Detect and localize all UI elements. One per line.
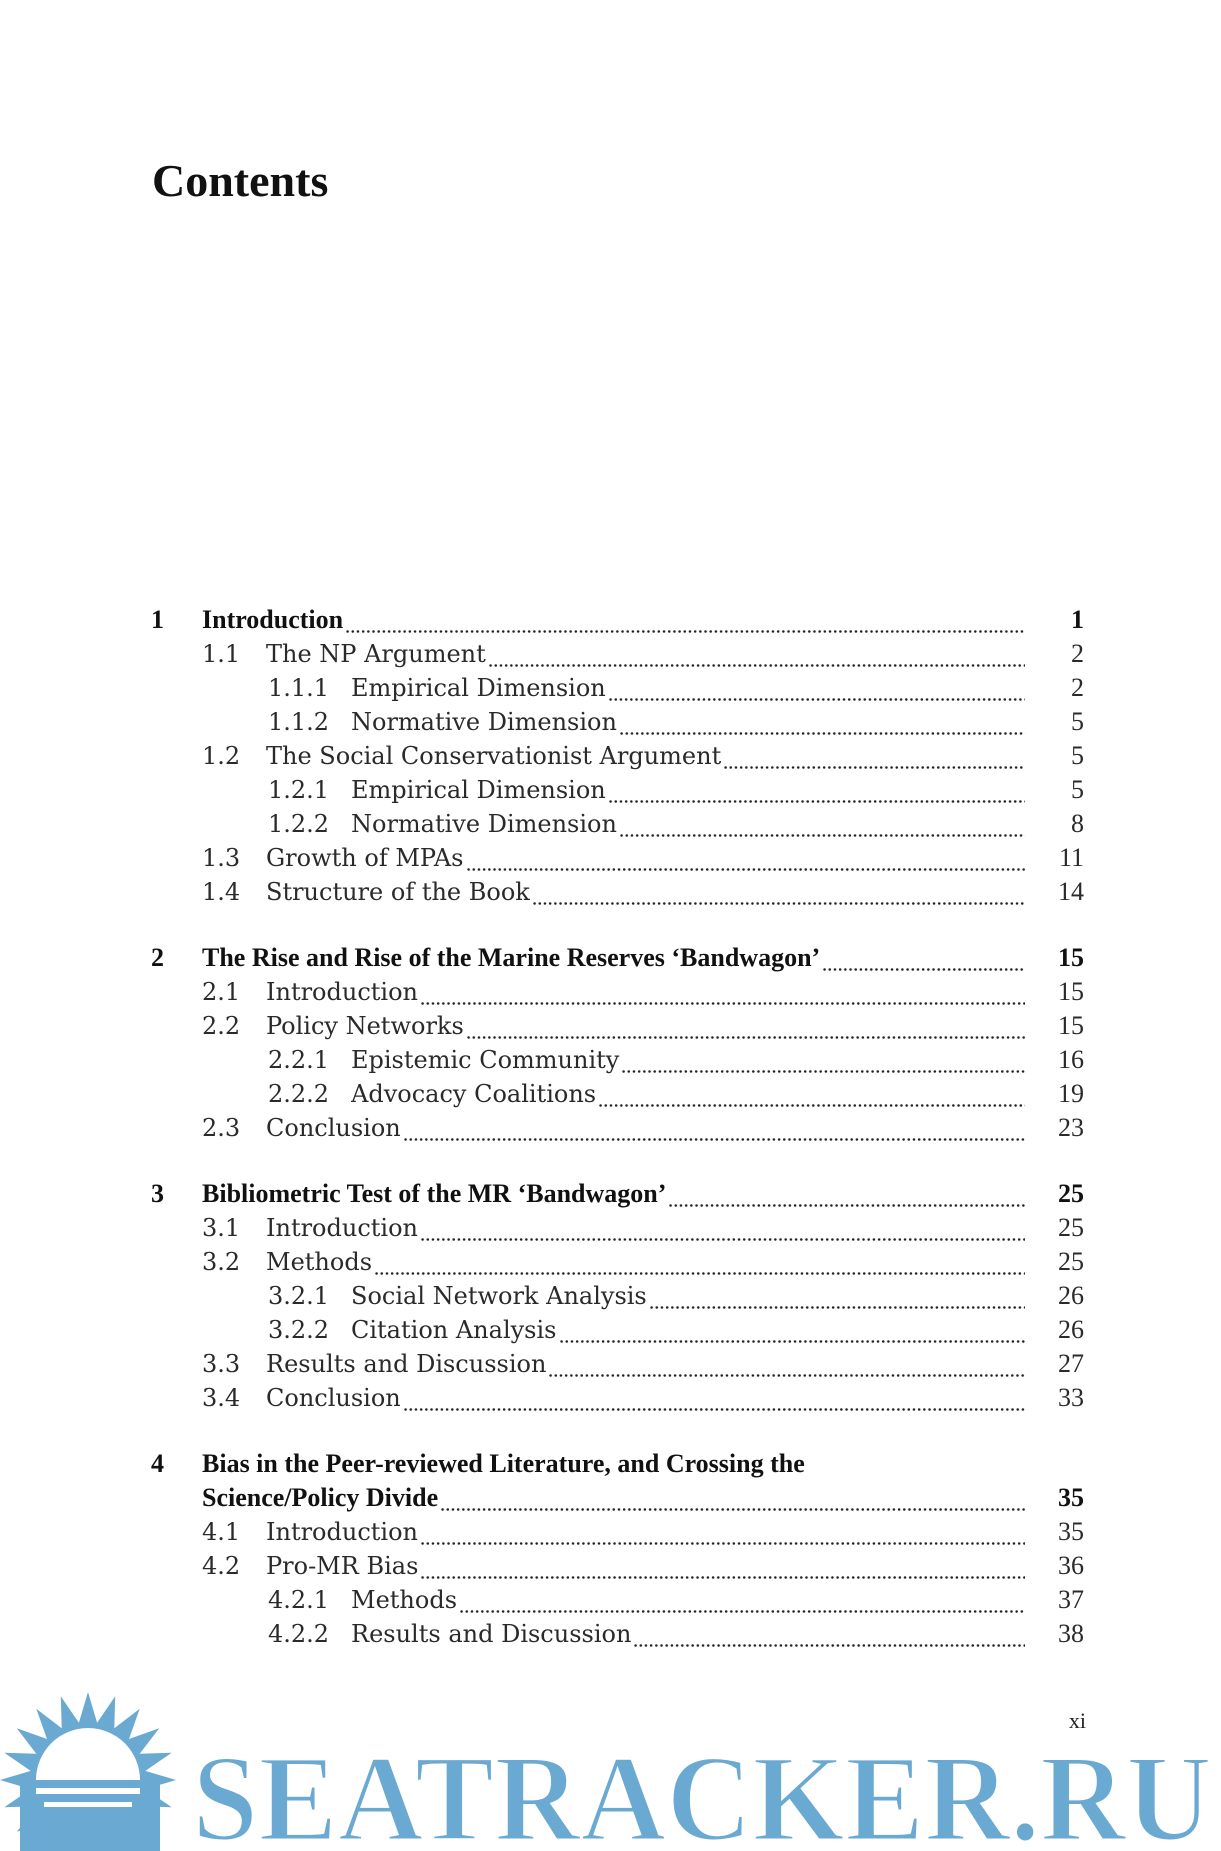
dot-leader: [466, 842, 1026, 874]
toc-number: 2.1: [202, 978, 241, 1006]
toc-title: Social Network Analysis: [351, 1282, 647, 1310]
dot-leader: [532, 876, 1025, 908]
toc-number: 3: [151, 1179, 164, 1208]
toc-entry[interactable]: [0, 1112, 1221, 1144]
toc-page: 11: [1058, 843, 1084, 872]
toc-entry[interactable]: [0, 1010, 1221, 1042]
dot-leader: [668, 1178, 1025, 1210]
toc-number: 1.2.1: [268, 776, 330, 804]
toc-number: 2.2: [202, 1012, 241, 1040]
dot-leader: [420, 976, 1025, 1008]
toc-number: 1: [151, 605, 164, 634]
toc-title: Bias in the Peer-reviewed Literature, and Crossing the: [202, 1449, 805, 1478]
toc-title: Bibliometric Test of the MR ‘Bandwagon’: [202, 1179, 667, 1208]
toc-number: 3.3: [202, 1350, 241, 1378]
toc-entry[interactable]: [0, 1550, 1221, 1582]
toc-title: Citation Analysis: [351, 1316, 557, 1344]
toc-number: 1.4: [202, 878, 241, 906]
toc-number: 1.2: [202, 742, 241, 770]
toc-title: Results and Discussion: [351, 1620, 632, 1648]
dot-leader: [598, 1078, 1025, 1110]
dot-leader: [559, 1314, 1026, 1346]
toc-page: 37: [1058, 1585, 1084, 1614]
toc-entry[interactable]: [0, 604, 1221, 636]
toc-title: Methods: [351, 1586, 458, 1614]
toc-title: Introduction: [266, 1214, 418, 1242]
toc-entry[interactable]: [0, 942, 1221, 974]
toc-title: Introduction: [266, 978, 418, 1006]
toc-entry[interactable]: [0, 1246, 1221, 1278]
toc-title: Methods: [266, 1248, 373, 1276]
toc-title: The NP Argument: [266, 640, 486, 668]
toc-number: 1.2.2: [268, 810, 330, 838]
dot-leader: [459, 1584, 1025, 1616]
dot-leader: [621, 1044, 1025, 1076]
toc-entry[interactable]: [0, 808, 1221, 840]
toc-page: 5: [1071, 707, 1084, 736]
toc-title: The Social Conservationist Argument: [266, 742, 722, 770]
toc-entry[interactable]: [0, 1618, 1221, 1650]
toc-entry[interactable]: [0, 1212, 1221, 1244]
toc-title: Structure of the Book: [266, 878, 530, 906]
toc-entry[interactable]: [0, 638, 1221, 670]
toc-page: 25: [1058, 1213, 1084, 1242]
toc-page: 36: [1058, 1551, 1084, 1580]
toc-number: 3.1: [202, 1214, 241, 1242]
dot-leader: [633, 1618, 1025, 1650]
toc-number: 3.4: [202, 1384, 241, 1412]
dot-leader: [488, 638, 1025, 670]
toc-entry[interactable]: [0, 1448, 1221, 1480]
toc-entry[interactable]: [0, 842, 1221, 874]
toc-number: 3.2.2: [268, 1316, 330, 1344]
toc-title: Policy Networks: [266, 1012, 464, 1040]
toc-title: Conclusion: [266, 1384, 401, 1412]
toc-title: Epistemic Community: [351, 1046, 620, 1074]
toc-page: 5: [1071, 741, 1084, 770]
toc-number: 2.3: [202, 1114, 241, 1142]
dot-leader: [420, 1516, 1025, 1548]
toc-entry[interactable]: [0, 706, 1221, 738]
toc-page: 2: [1071, 673, 1084, 702]
toc-number: 4: [151, 1449, 164, 1478]
dot-leader: [420, 1212, 1025, 1244]
dot-leader: [466, 1010, 1025, 1042]
toc-title: Growth of MPAs: [266, 844, 464, 872]
toc-entry[interactable]: [0, 1348, 1221, 1380]
dot-leader: [403, 1382, 1025, 1414]
toc-page: 38: [1058, 1619, 1084, 1648]
toc-page: 33: [1058, 1383, 1084, 1412]
toc-page: 15: [1058, 977, 1084, 1006]
toc-title: Introduction: [202, 605, 344, 634]
toc-number: 1.3: [202, 844, 241, 872]
toc-number: 1.1.2: [268, 708, 330, 736]
toc-page: 26: [1058, 1281, 1084, 1310]
dot-leader: [723, 740, 1025, 772]
toc-page: 15: [1058, 1011, 1084, 1040]
dot-leader: [403, 1112, 1025, 1144]
toc-entry[interactable]: [0, 1178, 1221, 1210]
page-title: Contents: [152, 155, 329, 206]
toc-number: 4.2.1: [268, 1586, 330, 1614]
toc-title: Normative Dimension: [351, 708, 617, 736]
toc-entry[interactable]: [0, 1314, 1221, 1346]
toc-entry[interactable]: [0, 1044, 1221, 1076]
toc-page: 26: [1058, 1315, 1084, 1344]
toc-number: 2.2.2: [268, 1080, 330, 1108]
toc-page: 16: [1058, 1045, 1084, 1074]
dot-leader: [619, 706, 1025, 738]
toc-title: Results and Discussion: [266, 1350, 547, 1378]
toc-title: Empirical Dimension: [351, 776, 606, 804]
dot-leader: [374, 1246, 1025, 1278]
dot-leader: [420, 1550, 1025, 1582]
toc-page: 2: [1071, 639, 1084, 668]
dot-leader: [619, 808, 1025, 840]
toc-entry[interactable]: [0, 740, 1221, 772]
toc-page: 5: [1071, 775, 1084, 804]
toc-title: Advocacy Coalitions: [351, 1080, 597, 1108]
toc-page: 23: [1058, 1113, 1084, 1142]
toc-page: 1: [1071, 605, 1084, 634]
page-number: xi: [1068, 1708, 1086, 1733]
toc-entry[interactable]: [0, 1516, 1221, 1548]
toc-page: 25: [1058, 1247, 1084, 1276]
toc-title: Introduction: [266, 1518, 418, 1546]
toc-page: 19: [1058, 1079, 1084, 1108]
dot-leader: [548, 1348, 1025, 1380]
toc-number: 2.2.1: [268, 1046, 330, 1074]
dot-leader: [608, 774, 1025, 806]
toc-entry[interactable]: [0, 1382, 1221, 1414]
toc-number: 1.1.1: [268, 674, 330, 702]
toc-title: Empirical Dimension: [351, 674, 606, 702]
toc-entry[interactable]: [0, 1584, 1221, 1616]
toc-page: 25: [1058, 1179, 1084, 1208]
dot-leader: [345, 604, 1025, 636]
toc-number: 4.2.2: [268, 1620, 330, 1648]
toc-entry[interactable]: [0, 672, 1221, 704]
toc-entry[interactable]: [0, 976, 1221, 1008]
watermark-text: SEATRACKER.RU: [192, 1730, 1212, 1851]
toc-page: 35: [1058, 1517, 1084, 1546]
dot-leader: [822, 942, 1025, 974]
toc-number: 2: [151, 943, 164, 972]
dot-leader: [608, 672, 1025, 704]
toc-number: 3.2.1: [268, 1282, 330, 1310]
toc-title: The Rise and Rise of the Marine Reserves ‘Bandwagon’: [202, 943, 821, 972]
dot-leader: [649, 1280, 1025, 1312]
toc-number: 1.1: [202, 640, 241, 668]
toc-title: Conclusion: [266, 1114, 401, 1142]
toc-number: 4.1: [202, 1518, 241, 1546]
toc-entry[interactable]: [0, 774, 1221, 806]
toc-page: 27: [1058, 1349, 1084, 1378]
toc-page: 35: [1058, 1483, 1084, 1512]
toc-entry[interactable]: [0, 1078, 1221, 1110]
toc-number: 3.2: [202, 1248, 241, 1276]
toc-title-continued: Science/Policy Divide: [202, 1483, 439, 1512]
sun-logo-icon: [0, 1692, 176, 1851]
dot-leader: [440, 1482, 1025, 1514]
toc-title: Pro-MR Bias: [266, 1552, 419, 1580]
toc-page: 15: [1058, 943, 1084, 972]
toc-entry[interactable]: [0, 1280, 1221, 1312]
toc-entry[interactable]: [0, 876, 1221, 908]
watermark: [0, 1692, 1221, 1851]
toc-page: 14: [1058, 877, 1084, 906]
toc-title: Normative Dimension: [351, 810, 617, 838]
toc-page: 8: [1071, 809, 1084, 838]
toc-number: 4.2: [202, 1552, 241, 1580]
toc-entry-continued[interactable]: [0, 1482, 1221, 1514]
